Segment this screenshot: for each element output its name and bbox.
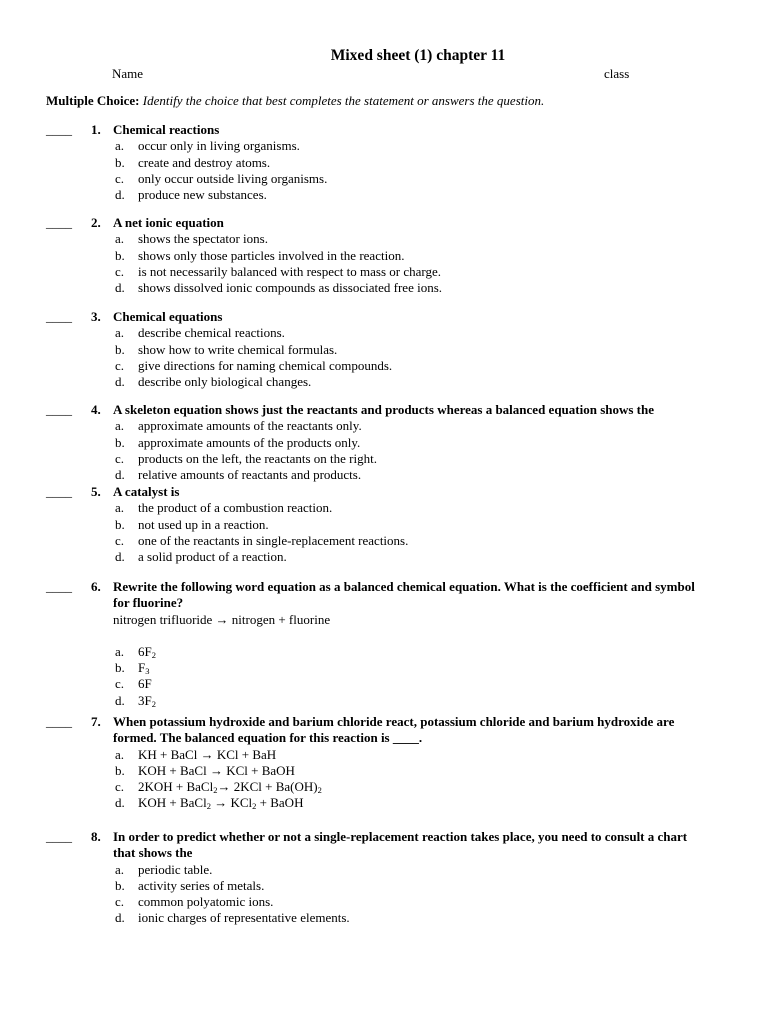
answer-blank[interactable]: ____ xyxy=(46,484,72,499)
option-formula xyxy=(138,660,149,676)
option-a[interactable] xyxy=(0,418,768,434)
option-c[interactable] xyxy=(0,264,768,280)
answer-blank[interactable]: ____ xyxy=(46,122,72,137)
option-a[interactable] xyxy=(0,862,768,878)
option-letter: c. xyxy=(115,357,125,373)
option-letter: a. xyxy=(115,138,125,154)
question-stem: A catalyst is xyxy=(113,484,180,499)
option-letter: c. xyxy=(115,532,125,548)
option-b[interactable] xyxy=(0,155,768,171)
formula-text: → 2KCl + Ba(OH) xyxy=(217,779,318,795)
option-b[interactable] xyxy=(0,435,768,451)
option-letter: d. xyxy=(115,692,125,708)
option-letter: b. xyxy=(115,247,125,263)
option-c[interactable] xyxy=(0,779,768,795)
option-letter: a. xyxy=(115,325,125,341)
option-c[interactable] xyxy=(0,894,768,910)
option-letter: b. xyxy=(115,516,125,532)
question-stem: A skeleton equation shows just the reactants and products whereas a balanced equation shows the xyxy=(113,402,655,417)
option-text: produce new substances. xyxy=(138,187,267,203)
option-text: is not necessarily balanced with respect to mass or charge. xyxy=(138,263,441,279)
answer-blank[interactable]: ____ xyxy=(46,714,72,729)
formula-text: + BaOH xyxy=(256,795,304,811)
option-text: give directions for naming chemical compounds. xyxy=(138,357,393,373)
option-c[interactable] xyxy=(0,358,768,374)
option-letter: a. xyxy=(115,861,125,877)
option-text: ionic charges of representative elements. xyxy=(138,910,350,926)
subscript: 2 xyxy=(213,785,218,796)
question-2 xyxy=(0,215,768,296)
option-text: describe only biological changes. xyxy=(138,374,312,390)
subscript: 2 xyxy=(151,649,156,660)
option-letter: b. xyxy=(115,877,125,893)
option-text: products on the left, the reactants on the right. xyxy=(138,450,377,466)
formula-text: KOH + BaCl xyxy=(138,795,207,811)
question-stem: Chemical reactions xyxy=(113,122,220,137)
option-letter: a. xyxy=(115,746,125,762)
question-7 xyxy=(0,714,768,812)
option-d[interactable] xyxy=(0,693,768,709)
option-letter: d. xyxy=(115,910,125,926)
question-number: 8. xyxy=(91,829,101,844)
option-formula xyxy=(138,779,322,795)
question-5 xyxy=(0,484,768,565)
question-number: 5. xyxy=(91,484,101,499)
option-formula xyxy=(138,763,295,779)
option-text: shows dissolved ionic compounds as dissociated free ions. xyxy=(138,280,443,296)
option-text: only occur outside living organisms. xyxy=(138,170,328,186)
option-text: activity series of metals. xyxy=(138,877,265,893)
question-number: 4. xyxy=(91,402,101,417)
option-c[interactable] xyxy=(0,676,768,692)
option-letter: a. xyxy=(115,643,125,659)
option-text: one of the reactants in single-replacement reactions. xyxy=(138,532,409,548)
option-letter: a. xyxy=(115,418,125,434)
instructions-text: Identify the choice that best completes the statement or answers the question. xyxy=(142,93,545,108)
question-stem: In order to predict whether or not a single-replacement reaction takes place, you need to consult a chart that shows the xyxy=(113,829,688,861)
option-c[interactable] xyxy=(0,533,768,549)
option-text: the product of a combustion reaction. xyxy=(138,500,333,516)
option-a[interactable] xyxy=(0,231,768,247)
option-d[interactable] xyxy=(0,910,768,926)
option-a[interactable] xyxy=(0,747,768,763)
option-b[interactable] xyxy=(0,248,768,264)
formula-text: 3F xyxy=(138,692,152,708)
option-b[interactable] xyxy=(0,517,768,533)
option-letter: d. xyxy=(115,374,125,390)
class-label: class xyxy=(604,66,630,81)
formula-text: 6F xyxy=(138,676,152,692)
subscript: 3 xyxy=(145,666,150,677)
option-letter: d. xyxy=(115,549,125,565)
instructions xyxy=(46,93,544,109)
subscript: 2 xyxy=(252,801,257,812)
option-letter: c. xyxy=(115,779,125,795)
question-number: 1. xyxy=(91,122,101,137)
option-text: create and destroy atoms. xyxy=(138,154,271,170)
option-letter: b. xyxy=(115,660,125,676)
option-letter: c. xyxy=(115,263,125,279)
question-8 xyxy=(0,829,768,927)
option-text: shows the spectator ions. xyxy=(138,231,268,247)
option-text: a solid product of a reaction. xyxy=(138,549,287,565)
formula-text: F xyxy=(138,660,146,676)
question-number: 7. xyxy=(91,714,101,729)
formula-text: 6F xyxy=(138,643,152,659)
page-title: Mixed sheet (1) chapter 11 xyxy=(330,47,506,64)
option-d[interactable] xyxy=(0,374,768,390)
question-stem: Rewrite the following word equation as a balanced chemical equation. What is the coefficient and symbol for fluorine? xyxy=(113,579,695,611)
option-text: approximate amounts of the reactants only. xyxy=(138,418,362,434)
option-letter: c. xyxy=(115,450,125,466)
question-stem: Chemical equations xyxy=(113,309,223,324)
option-b[interactable] xyxy=(0,763,768,779)
option-text: occur only in living organisms. xyxy=(138,138,300,154)
option-text: show how to write chemical formulas. xyxy=(138,341,338,357)
formula-text: KOH + BaCl → KCl + BaOH xyxy=(138,762,295,778)
option-formula xyxy=(138,747,276,763)
option-letter: b. xyxy=(115,154,125,170)
answer-blank[interactable]: ____ xyxy=(46,215,72,230)
option-formula xyxy=(138,676,152,692)
name-label: Name xyxy=(112,66,144,81)
option-d[interactable] xyxy=(0,280,768,296)
formula-text: KH + BaCl → KCl + BaH xyxy=(138,746,277,762)
option-text: common polyatomic ions. xyxy=(138,894,274,910)
option-b[interactable] xyxy=(0,342,768,358)
option-letter: c. xyxy=(115,170,125,186)
option-c[interactable] xyxy=(0,171,768,187)
option-letter: d. xyxy=(115,795,125,811)
option-formula xyxy=(138,795,303,811)
option-b[interactable] xyxy=(0,660,768,676)
option-letter: d. xyxy=(115,187,125,203)
answer-blank[interactable]: ____ xyxy=(46,309,72,324)
option-text: shows only those particles involved in the reaction. xyxy=(138,247,405,263)
formula-text: → KCl xyxy=(210,795,253,811)
question-3 xyxy=(0,309,768,390)
answer-blank[interactable]: ____ xyxy=(46,829,72,844)
option-letter: d. xyxy=(115,280,125,296)
question-stem: A net ionic equation xyxy=(113,215,224,230)
word-equation: nitrogen trifluoride → nitrogen + fluorine xyxy=(113,611,331,627)
option-d[interactable] xyxy=(0,549,768,565)
option-a[interactable] xyxy=(0,325,768,341)
option-d[interactable] xyxy=(0,467,768,483)
option-formula xyxy=(138,693,156,709)
question-4 xyxy=(0,402,768,483)
option-letter: b. xyxy=(115,341,125,357)
option-formula xyxy=(138,644,156,660)
option-a[interactable] xyxy=(0,644,768,660)
option-b[interactable] xyxy=(0,878,768,894)
question-1 xyxy=(0,122,768,203)
option-letter: b. xyxy=(115,762,125,778)
question-stem: When potassium hydroxide and barium chloride react, potassium chloride and barium hydroxide are formed. The balanced equation for this reaction is ____. xyxy=(113,714,675,746)
option-text: describe chemical reactions. xyxy=(138,325,285,341)
option-letter: a. xyxy=(115,500,125,516)
option-text: periodic table. xyxy=(138,861,213,877)
question-number: 2. xyxy=(91,215,101,230)
option-text: approximate amounts of the products only. xyxy=(138,434,361,450)
option-letter: c. xyxy=(115,676,125,692)
option-letter: c. xyxy=(115,894,125,910)
subscript: 2 xyxy=(151,698,156,709)
answer-blank[interactable]: ____ xyxy=(46,579,72,594)
option-a[interactable] xyxy=(0,500,768,516)
instructions-label: Multiple Choice: xyxy=(46,93,140,108)
question-number: 3. xyxy=(91,309,101,324)
subscript: 2 xyxy=(317,785,322,796)
option-letter: d. xyxy=(115,467,125,483)
option-text: not used up in a reaction. xyxy=(138,516,269,532)
option-d[interactable] xyxy=(0,187,768,203)
option-letter: b. xyxy=(115,434,125,450)
option-text: relative amounts of reactants and products. xyxy=(138,467,362,483)
question-number: 6. xyxy=(91,579,101,594)
answer-blank[interactable]: ____ xyxy=(46,402,72,417)
option-letter: a. xyxy=(115,231,125,247)
question-6 xyxy=(0,579,768,709)
option-a[interactable] xyxy=(0,138,768,154)
option-d[interactable] xyxy=(0,795,768,811)
option-c[interactable] xyxy=(0,451,768,467)
subscript: 2 xyxy=(206,801,211,812)
formula-text: 2KOH + BaCl xyxy=(138,779,214,795)
